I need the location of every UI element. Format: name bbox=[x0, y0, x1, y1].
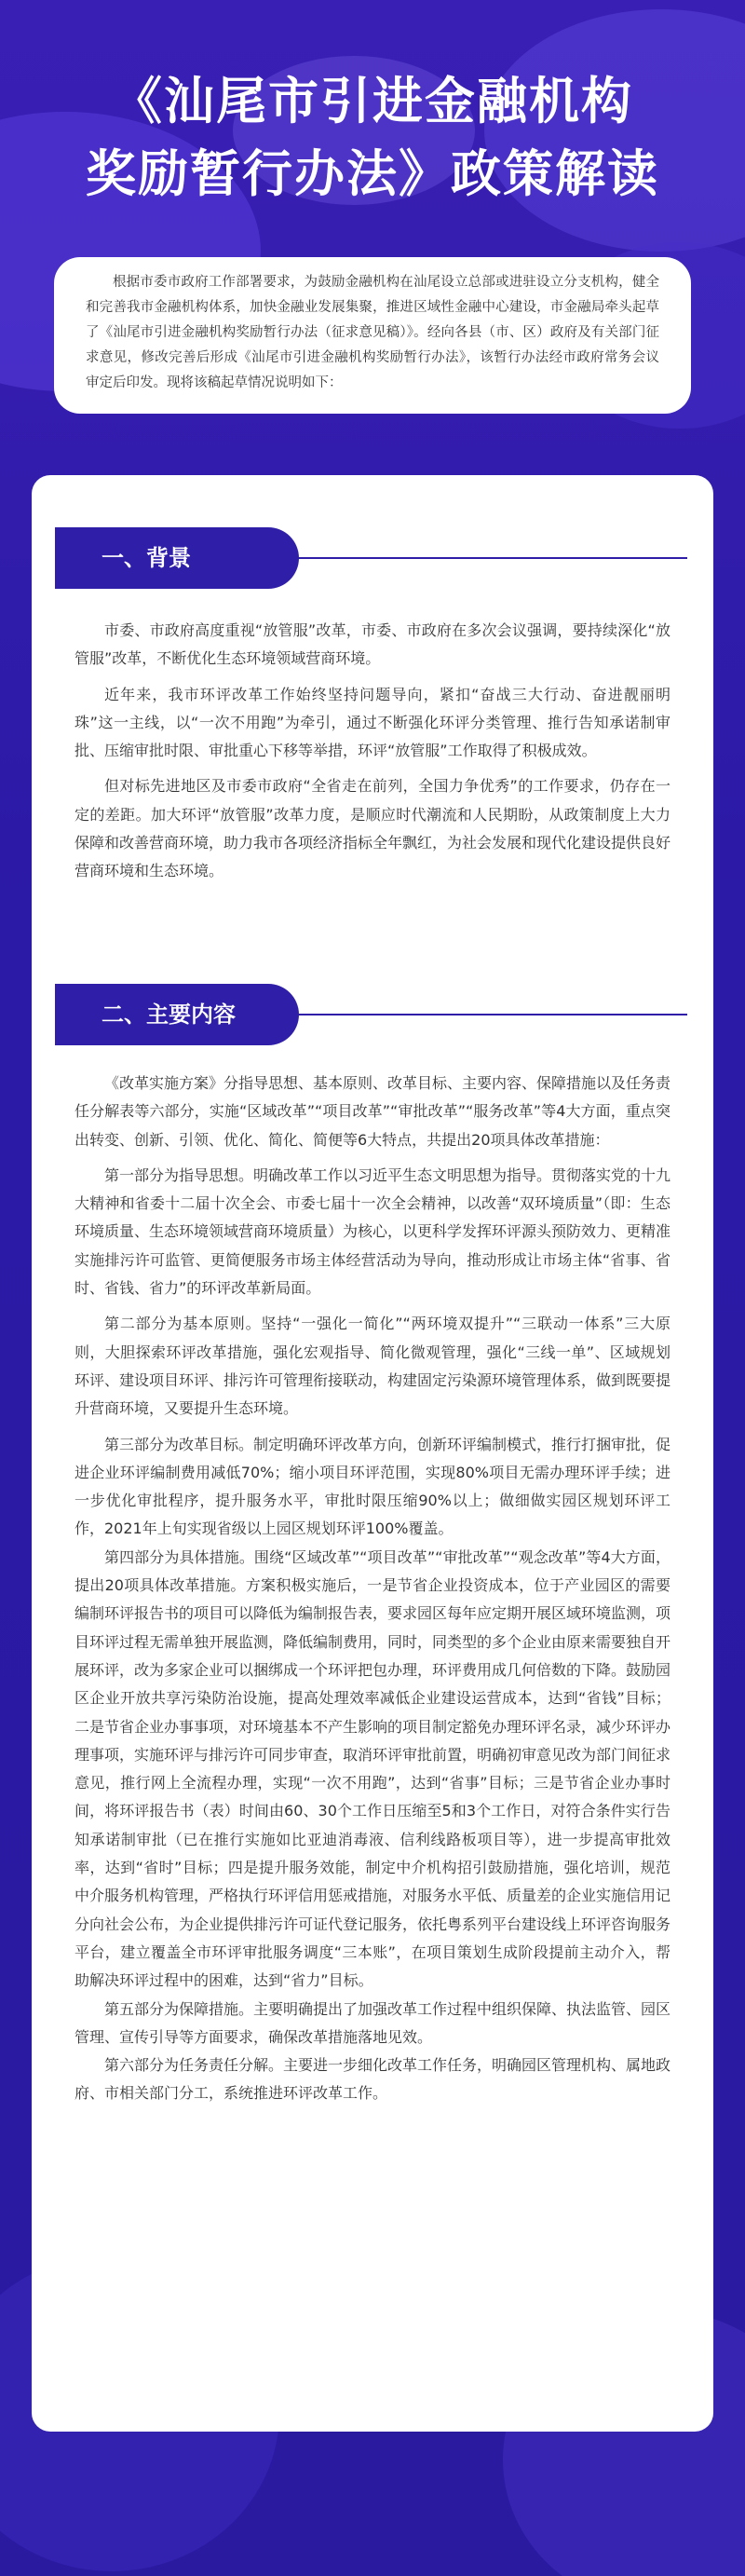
paragraph: 第一部分为指导思想。明确改革工作以习近平生态文明思想为指导。贯彻落实党的十九大精神和省委十二届十次全会、市委七届十一次全会精神，以改善“双环境质量”（即：生态环境质量、生态环境领域营商环境质量）为核心，以更科学发挥环评源头预防效力、更精准实施排污许可监管、更简便服务市场主体经营活动为导向，推动形成让市场主体“省事、省时、省钱、省力”的环评改革新局面。 bbox=[74, 1165, 671, 1298]
page-title-line-2: 奖励暂行办法》政策解读 bbox=[86, 144, 659, 203]
paragraph: 《改革实施方案》分指导思想、基本原则、改革目标、主要内容、保障措施以及任务责任分解表等六部分，实施“区域改革”“项目改革”“审批改革”“服务改革”等4大方面，重点突出转变、创新、引领、优化、简化、简便等6大特点，共提出20项具体改革措施： bbox=[74, 1074, 671, 1149]
intro-box: 根据市委市政府工作部署要求，为鼓励金融机构在汕尾设立总部或进驻设立分支机构，健全和完善我市金融机构体系，加快金融业发展集聚，推进区域性金融中心建设，市金融局牵头起草了《汕尾市引进金融机构奖励暂行办法（征求意见稿）》。经向各县（市、区）政府及有关部门征求意见，修改完善后形成《汕尾市引进金融机构奖励暂行办法》，该暂行办法经市政府常务会议审定后印发。现将该稿起草情况说明如下： bbox=[54, 257, 691, 414]
section-background-body bbox=[74, 617, 670, 893]
section-divider bbox=[298, 1014, 687, 1015]
page-title-line-1: 《汕尾市引进金融机构 bbox=[112, 72, 633, 130]
paragraph: 第四部分为具体措施。围绕“区域改革”“项目改革”“审批改革”“观念改革”等4大方面，提出20项具体改革措施。方案积极实施后，一是节省企业投资成本，位于产业园区的需要编制环评报告书的项目可以降低为编制报告表，要求园区每年应定期开展区域环境监测，项目环评过程无需单独开展监测，降低编制费用，同时，同类型的多个企业由原来需要独自开展环评，改为多家企业可以捆绑成一个环评把包办理，环评费用成几何倍数的下降。鼓励园区企业开放共享污染防治设施，提高处理效率减低企业建设运营成本，达到“省钱”目标；二是节省企业办事事项，对环境基本不产生影响的项目制定豁免办理环评名录，减少环评办理事项，实施环评与排污许可同步审查，取消环评审批前置，明确初审意见改为部门间征求意见，推行网上全流程办理，实现“一次不用跑”，达到“省事”目标；三是节省企业办事时间，将环评报告书（表）时间由60、30个工作日压缩至5和3个工作日，对符合条件实行告知承诺制审批（已在推行实施如比亚迪消毒液、信利线路板项目等），进一步提高审批效率，达到“省时”目标；四是提升服务效能，制定中介机构招引鼓励措施，强化培训，规范中介服务机构管理，严格执行环评信用惩戒措施，对服务水平低、质量差的企业实施信用记分向社会公布，为企业提供排污许可证代登记服务，依托粤系列平台建设线上环评咨询服务平台，建立覆盖全市环评审批服务调度“三本账”，在项目策划生成阶段提前主动介入，帮助解决环评过程中的困难，达到“省力”目标。 bbox=[74, 1547, 671, 1990]
paragraph: 近年来，我市环评改革工作始终坚持问题导向，紧扣“奋战三大行动、奋进靓丽明珠”这一主线，以“一次不用跑”为牵引，通过不断强化环评分类管理、推行告知承诺制审批、压缩审批时限、审批重心下移等举措，环评“放管服”工作取得了积极成效。 bbox=[74, 685, 670, 760]
section-heading-background: 一、背景 bbox=[55, 527, 299, 589]
paragraph: 市委、市政府高度重视“放管服”改革，市委、市政府在多次会议强调，要持续深化“放管服”改革，不断优化生态环境领域营商环境。 bbox=[74, 621, 670, 668]
paragraph: 第三部分为改革目标。制定明确环评改革方向，创新环评编制模式，推行打捆审批，促进企业环评编制费用减低70%；缩小项目环评范围，实现80%项目无需办理环评手续；进一步优化审批程序，提升服务水平，审批时限压缩90%以上；做细做实园区规划环评工作，2021年上旬实现省级以上园区规划环评100%覆盖。 bbox=[74, 1435, 671, 1538]
section-main-content-body bbox=[74, 1070, 670, 2108]
section-heading-main-content: 二、主要内容 bbox=[55, 984, 299, 1045]
content-card bbox=[32, 475, 713, 2432]
section-divider bbox=[298, 557, 687, 559]
paragraph: 但对标先进地区及市委市政府“全省走在前列，全国力争优秀”的工作要求，仍存在一定的差距。加大环评“放管服”改革力度，是顺应时代潮流和人民期盼，从政策制度上大力保障和改善营商环境，助力我市各项经济指标全年飘红，为社会发展和现代化建设提供良好营商环境和生态环境。 bbox=[74, 777, 671, 880]
paragraph: 第二部分为基本原则。坚持“一强化一简化”“两环境双提升”“三联动一体系”三大原则，大胆探索环评改革措施，强化宏观指导、简化微观管理，强化“三线一单”、区域规划环评、建设项目环评、排污许可管理衔接联动，构建固定污染源环境管理体系，做到既要提升营商环境，又要提升生态环境。 bbox=[74, 1315, 671, 1418]
paragraph: 第六部分为任务责任分解。主要进一步细化改革工作任务，明确园区管理机构、属地政府、市相关部门分工，系统推进环评改革工作。 bbox=[74, 2056, 671, 2103]
page-title bbox=[0, 65, 745, 211]
paragraph: 第五部分为保障措施。主要明确提出了加强改革工作过程中组织保障、执法监管、园区管理、宣传引导等方面要求，确保改革措施落地见效。 bbox=[74, 1999, 671, 2046]
